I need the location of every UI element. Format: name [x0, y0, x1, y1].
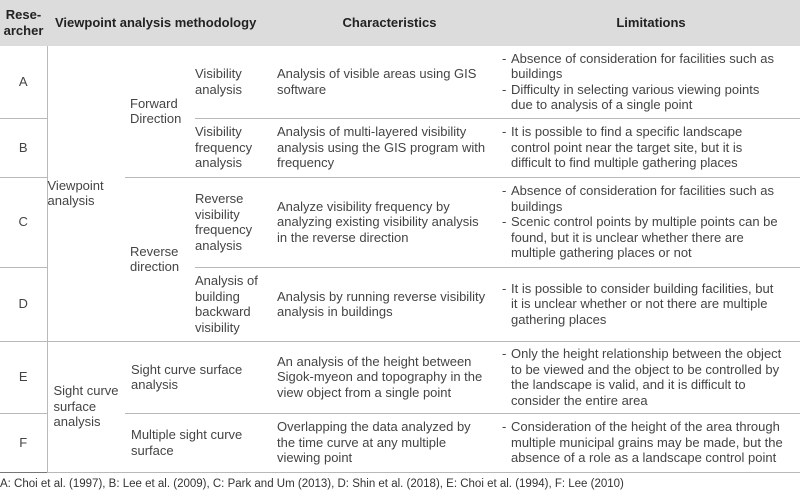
method-cell: Visibility analysis — [195, 46, 277, 118]
characteristics-cell: Analysis of multi-layered visibility analysis using the GIS program with frequency — [277, 118, 502, 177]
limitations-cell — [502, 267, 800, 341]
header-methodology: Viewpoint analysis methodology — [47, 0, 277, 46]
researcher-cell: E — [0, 341, 47, 413]
table-row — [0, 341, 800, 413]
researcher-cell: D — [0, 267, 47, 341]
bullet-dash: - — [502, 124, 507, 140]
bullet-dash: - — [502, 214, 507, 230]
method-cell: Visibility frequency analysis — [195, 118, 277, 177]
bullet-dash: - — [502, 346, 507, 361]
limitation-text: Consideration of the height of the area through multiple municipal grains may be made, but the absence of a role as a landscape control point — [511, 419, 783, 466]
limitation-text: Only the height relationship between the object to be viewed and the object to be controlled by the landscape is valid, and it is difficult to consider the entire area — [511, 346, 782, 408]
limitation-text: Difficulty in selecting various viewing points due to analysis of a single point — [511, 81, 760, 113]
limitations-cell — [502, 341, 800, 413]
list-item — [502, 214, 800, 261]
header-limitations: Limitations — [502, 0, 800, 46]
limitations-cell — [502, 413, 800, 472]
characteristics-cell: An analysis of the height between Sigok-myeon and topography in the view object from a single point — [277, 341, 502, 413]
limitation-text: It is possible to consider building facilities, but it is unclear whether or not there are multiple gathering places — [511, 280, 774, 327]
header-row — [0, 0, 800, 46]
characteristics-cell: Analyze visibility frequency by analyzing existing visibility analysis in the reverse direction — [277, 177, 502, 267]
list-item — [502, 51, 800, 82]
bullet-dash: - — [502, 50, 507, 66]
researcher-cell: C — [0, 177, 47, 267]
list-item — [502, 419, 800, 466]
limitations-cell — [502, 177, 800, 267]
limitations-cell — [502, 46, 800, 118]
limitation-text: Absence of consideration for facilities such as buildings — [511, 183, 775, 214]
limitations-cell — [502, 118, 800, 177]
method-cell: Reverse visibility frequency analysis — [195, 177, 277, 267]
method-cell: Analysis of building backward visibility — [195, 267, 277, 341]
group-forward-direction: Forward Direction — [125, 46, 195, 177]
method-cell: Sight curve surface analysis — [125, 341, 277, 413]
researcher-cell: F — [0, 413, 47, 472]
researcher-cell: A — [0, 46, 47, 118]
bullet-dash: - — [502, 183, 507, 199]
table-row — [0, 46, 800, 118]
group-sight-curve-analysis: Sight curve surface analysis — [47, 341, 125, 472]
table-footnote: A: Choi et al. (1997), B: Lee et al. (2009), C: Park and Um (2013), D: Shin et al. (2018), E: Choi et al. (1994), F: Lee (2010) — [0, 478, 624, 490]
method-cell: Multiple sight curve surface — [125, 413, 277, 472]
group-viewpoint-analysis: Viewpoint analysis — [47, 46, 125, 341]
researcher-cell: B — [0, 118, 47, 177]
list-item — [502, 183, 800, 214]
header-researcher: Rese- archer — [0, 0, 47, 46]
limitation-text: It is possible to find a specific landscape control point near the target site, but it is difficult to find multiple gathering places — [511, 124, 743, 171]
list-item — [502, 346, 800, 408]
bullet-dash: - — [502, 419, 507, 435]
bullet-dash: - — [502, 81, 507, 97]
list-item — [502, 124, 800, 171]
header-characteristics: Characteristics — [277, 0, 502, 46]
list-item — [502, 281, 800, 328]
group-reverse-direction: Reverse direction — [125, 177, 195, 341]
list-item — [502, 82, 800, 113]
characteristics-cell: Overlapping the data analyzed by the time curve at any multiple viewing point — [277, 413, 502, 472]
bullet-dash: - — [502, 280, 507, 296]
limitation-text: Absence of consideration for facilities such as buildings — [511, 50, 775, 82]
characteristics-cell: Analysis of visible areas using GIS software — [277, 46, 502, 118]
limitation-text: Scenic control points by multiple points can be found, but it is unclear whether there are multiple gathering places or not — [511, 214, 778, 261]
characteristics-cell: Analysis by running reverse visibility analysis in buildings — [277, 267, 502, 341]
